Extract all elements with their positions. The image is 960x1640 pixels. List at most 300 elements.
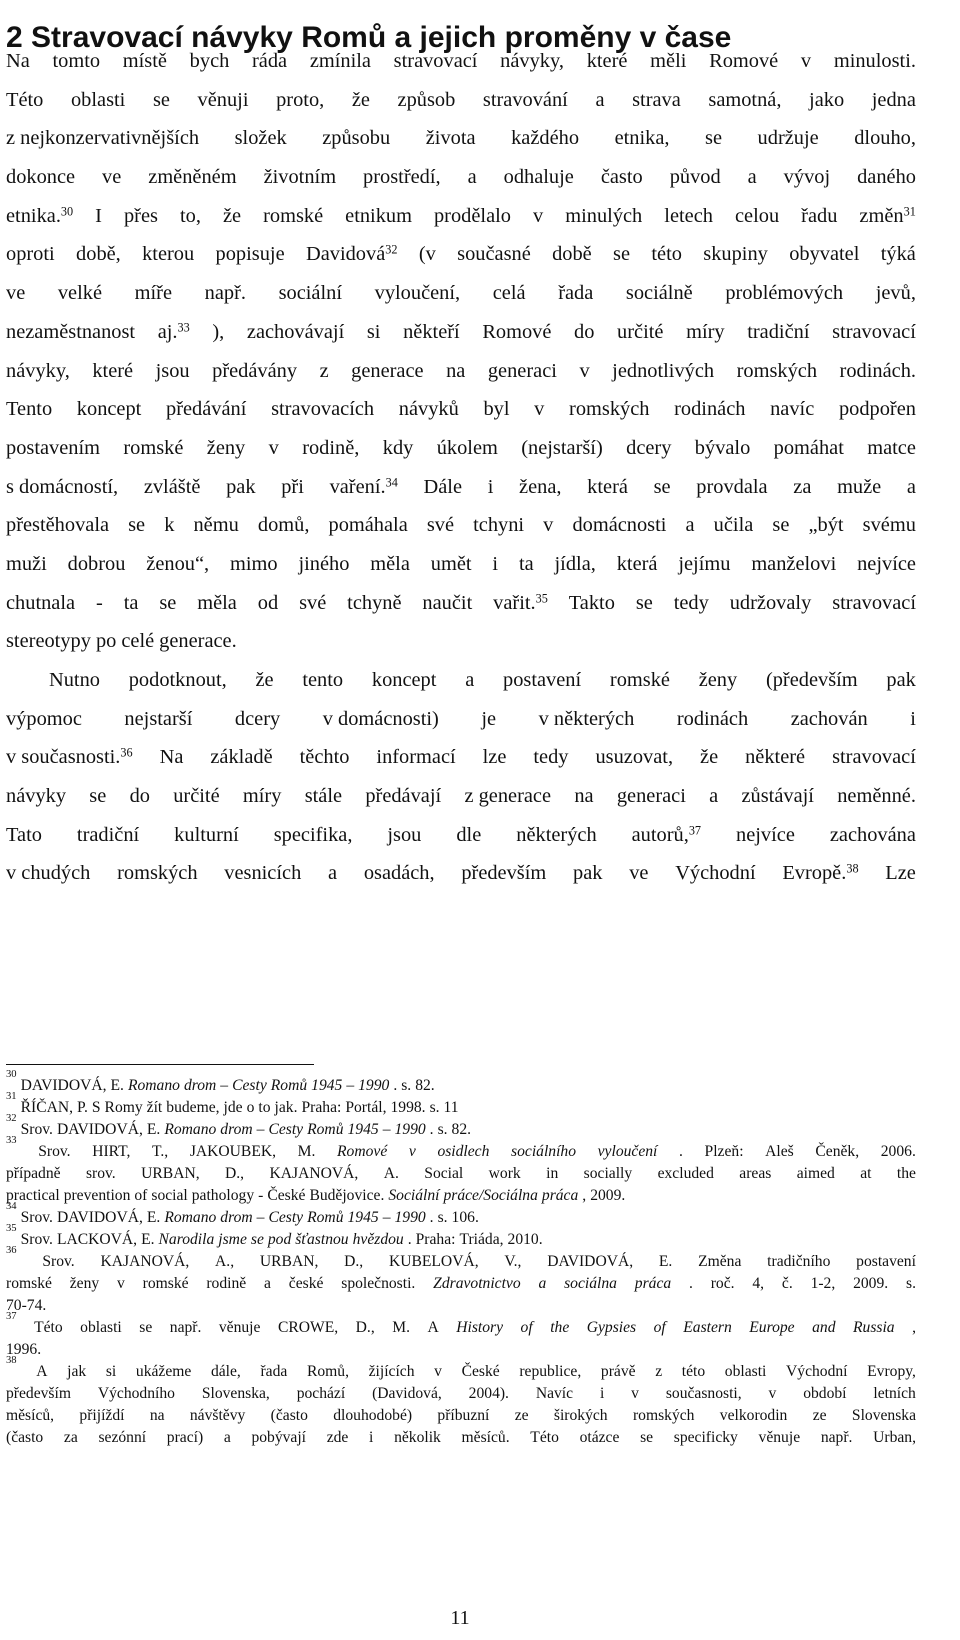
body-word [664,197,713,236]
footnote-word: především [6,1385,71,1402]
body-word [636,584,653,623]
footnote-word: pobývají [251,1429,307,1446]
body-word [121,622,154,661]
body-word [68,545,126,584]
word-text: je [481,707,497,730]
body-word [751,545,836,584]
word-text: dle [456,823,482,846]
word-text: etnika. [6,204,61,227]
word-text: dobrou [67,552,126,575]
body-word [398,81,456,120]
footnote-reference[interactable]: 32 [385,242,398,257]
word-text: tchyně [347,591,402,614]
word-text: dcery [626,436,672,459]
body-word [426,119,476,158]
footnote-word: v [117,1275,125,1292]
body-word [306,235,398,274]
body-word [488,352,557,391]
body-line [6,274,916,313]
footnote-word: návštěvy [189,1407,246,1424]
footnote-word: (Davidová, [372,1385,442,1402]
body-word [422,584,472,623]
body-word [190,42,230,81]
footnote-reference[interactable]: 35 [535,590,548,605]
word-text: stravovací [832,320,916,343]
word-text: řada [558,282,594,305]
word-text: romské [263,204,324,227]
word-text: usuzovat, [595,746,674,769]
body-word [483,738,507,777]
body-word [626,429,671,468]
footnote-line [6,1339,916,1361]
footnote-reference[interactable]: 31 [903,204,916,219]
body-line [6,313,916,352]
footnote-word: zde [326,1429,349,1446]
body-word [709,777,718,816]
body-word [387,816,421,855]
word-text: aj. [157,320,178,343]
body-line [6,816,916,855]
word-text: ), [212,320,225,343]
footnote-word: Východní [786,1363,848,1380]
body-word [565,197,642,236]
body-word [376,738,455,777]
word-text: zachována [829,823,916,846]
body-word [128,506,145,545]
footnote-word: postavení [856,1253,916,1270]
body-word [840,352,916,391]
word-text: způsob [397,88,456,111]
word-text: letech [664,204,713,227]
word-text: etnika, [614,127,670,150]
body-word [95,197,102,236]
word-text: mimo [229,552,278,575]
body-word [837,468,881,507]
body-word [347,584,401,623]
footnote-word: Budějovice. [309,1187,385,1204]
body-word [345,197,412,236]
word-text: - [95,591,103,614]
footnote-word: Eastern [683,1319,732,1336]
body-word [367,313,381,352]
footnote-word: Plzeň: [704,1143,744,1160]
word-text: měli [650,50,687,72]
word-text: Romové [482,320,552,343]
body-word [274,816,353,855]
footnote-word: Slovenska [851,1407,916,1424]
word-text: rodině, [302,436,360,459]
body-word [492,545,498,584]
footnote-word: romských [632,1407,695,1424]
footnote-word: romské [142,1275,189,1292]
footnote-word: ženy [69,1275,100,1292]
footnote-word: work [488,1165,521,1182]
footnote-reference[interactable]: 33 [177,320,190,335]
body-word [6,584,75,623]
footnote-word: velkorodin [719,1407,788,1424]
word-text: Evropě. [782,862,847,885]
body-line [6,622,916,661]
footnote-word: – [346,1077,355,1094]
footnote-reference[interactable]: 36 [120,745,133,760]
footnote-word: Aleš [765,1143,794,1160]
body-word [6,197,73,236]
footnote-word: HIRT, [92,1143,131,1160]
body-word [654,468,671,507]
footnote-word: 11 [443,1099,459,1116]
body-word [305,777,342,816]
body-word [809,81,844,120]
word-text: přes [123,204,158,227]
footnote-word: rodině [206,1275,247,1292]
footnote-word: the [550,1319,570,1336]
body-word [714,506,754,545]
footnote-word: E. [658,1253,673,1270]
word-text: sociálně [625,282,693,305]
word-text: původ [669,166,721,189]
footnote-word: E. [141,1231,155,1248]
footnote-word: v [408,1143,416,1160]
word-text: že [255,669,274,691]
footnote-word: v [631,1385,639,1402]
footnote-word: období [803,1385,847,1402]
word-text: stravování [482,88,568,111]
body-word [159,622,237,661]
word-text: generace [351,359,424,382]
word-text: zachovávají [246,320,345,343]
body-word [6,352,70,391]
word-text: Lze [885,862,916,885]
word-text: do [574,320,595,343]
footnote-word: Gypsies [586,1319,637,1336]
word-text: pak [226,475,256,498]
body-line [6,738,916,777]
footnote-word: – [256,1121,265,1138]
word-text: skupiny [703,243,768,266]
footnote-number: 34 [6,1201,17,1212]
word-text: stále [304,785,343,808]
body-word [77,390,142,429]
body-word [144,468,201,507]
footnote-word: dále, [210,1363,241,1380]
word-text: době [552,243,592,266]
footnote-reference[interactable]: 34 [385,474,398,489]
body-word [323,700,439,739]
footnote-word: otázce [579,1429,620,1446]
footnote-word: practical [6,1187,60,1204]
footnote-word: S [91,1099,101,1116]
word-text: popisuje [215,243,285,266]
word-text: předávání [166,398,247,421]
body-line [6,584,916,623]
word-text: tento [302,669,344,691]
word-text: generace. [159,630,237,653]
word-text: (nejstarší) [521,436,603,459]
footnote-word: KUBELOVÁ, [388,1253,479,1270]
footnote-line [6,1163,916,1185]
footnote-word: prevention [63,1187,131,1204]
word-text: velké [57,282,103,305]
body-word [670,158,721,197]
footnote-line [6,1185,916,1207]
footnote-word: – [382,1209,391,1226]
word-text: navíc [770,398,815,421]
body-word [6,390,52,429]
word-text: bývalo [694,436,751,459]
word-text: své [426,514,455,537]
word-text: (především [765,669,858,691]
body-word [255,661,273,700]
body-word [558,274,593,313]
word-text: koncept [371,669,437,691]
word-text: Tato [6,823,42,846]
body-word [543,506,553,545]
word-text: minulosti. [833,50,916,72]
word-text: dcery [234,707,281,730]
body-word [500,42,564,81]
footnote-word: s. [437,1209,448,1226]
body-word [6,622,91,661]
word-text: oproti [6,243,55,266]
footnote-word: – [256,1209,265,1226]
footnote-word: a [264,1275,271,1292]
body-text [6,42,916,893]
body-word [212,352,297,391]
word-text: dokonce [6,166,76,189]
footnote-word: Praha: [301,1099,342,1116]
body-word [258,506,310,545]
word-text: „být [808,514,844,537]
body-word [907,468,916,507]
body-line [6,854,916,893]
word-text: vývoj [783,166,831,189]
body-word [696,468,767,507]
footnote-word: Cesty [268,1121,304,1138]
body-word [705,119,722,158]
footnote-word: KAJANOVÁ, [100,1253,190,1270]
footnote-word: s. [906,1275,916,1292]
word-text: si [366,320,381,343]
body-word [6,545,47,584]
footnote-word: Romů [307,1121,344,1138]
body-word [224,854,301,893]
body-line [6,42,916,81]
word-text: bych [189,50,230,72]
body-word [96,584,103,623]
word-text: určité [617,320,664,343]
footnote-word: Praha: [415,1231,456,1248]
body-word [419,235,436,274]
footnote-word: Romano [164,1209,217,1226]
body-word [709,42,778,81]
footnote-word: několik [394,1429,441,1446]
footnote-reference[interactable]: 37 [688,823,702,838]
word-text: jedna [871,88,916,111]
body-word [328,854,337,893]
word-text: každého [511,127,580,150]
body-word [174,816,239,855]
word-text: na [574,785,594,808]
body-word [859,197,915,236]
footnote-word: D., [344,1253,364,1270]
word-text: zvláště [143,475,201,498]
word-text: některé [745,746,806,769]
word-text: Dále [423,475,463,498]
footnote-line [6,1273,916,1295]
body-word [269,429,279,468]
word-text: že [351,88,370,111]
footnote-word: se [640,1429,654,1446]
body-word [872,81,916,120]
word-text: a [709,785,719,808]
body-word [180,197,201,236]
body-word [142,235,194,274]
body-word [6,468,118,507]
body-line [6,352,916,391]
footnote-word: o [246,1099,255,1116]
body-word [615,119,670,158]
footnote-number: 35 [6,1223,17,1234]
word-text: ženou“, [146,552,210,575]
word-text: pomáhala [328,514,408,537]
body-word [876,274,916,313]
footnote-word: i [369,1429,374,1446]
word-text: I [95,204,102,227]
word-text: změněném [148,166,237,189]
word-text: pak [886,669,916,691]
footnote-word: Urban, [873,1429,916,1446]
body-word [320,352,329,391]
footnote-word: Zdravotnictvo [433,1275,521,1292]
word-text: Nutno [49,669,100,691]
word-text: kterou [142,243,195,266]
word-text: měla [197,591,237,614]
footnote-word: žít [146,1099,163,1116]
word-text: jiného [298,552,350,575]
footnote-line [6,1245,916,1273]
body-word [279,274,342,313]
footnote-reference[interactable]: 38 [846,861,859,876]
word-text: základě [210,746,273,769]
footnote-word: URBAN, [141,1165,200,1182]
footnote-word: excluded [657,1165,714,1182]
body-word [173,777,219,816]
footnote-word: 82. [415,1077,435,1094]
body-word [572,506,666,545]
body-word [493,274,526,313]
footnote-number: 36 [6,1245,17,1256]
footnote-number: 33 [6,1135,17,1146]
body-word [473,506,524,545]
word-text: generaci [487,359,557,382]
footnote-word: aimed [796,1165,835,1182]
footnote-word: (často [6,1429,44,1446]
word-text: specifika, [273,823,353,846]
body-word [223,197,241,236]
word-text: týká [880,243,916,266]
word-text: vyloučení, [374,282,461,305]
word-text: a [685,514,695,537]
body-word [863,506,916,545]
word-text: v [533,204,544,227]
footnote-word: 2010. [507,1231,543,1248]
chapter-heading: 2 Stravovací návyky Romů a jejich proměny v čase [6,21,732,55]
body-word [243,777,282,816]
body-word [483,81,568,120]
body-word [160,738,184,777]
footnote-line [6,1069,916,1097]
word-text: od [257,591,279,614]
footnote-word: Evropy, [867,1363,916,1380]
footnote-word: 2009. [853,1275,889,1292]
body-word [832,738,916,777]
footnote-word: Narodila [158,1231,215,1248]
word-text: vesnicích [224,862,302,885]
footnote-word: sezónní [98,1429,147,1446]
footnote-word: DAVIDOVÁ, [547,1253,634,1270]
body-word [885,854,916,893]
footnote-word: Triáda, [459,1231,504,1248]
word-text: způsobu [322,127,391,150]
body-word [247,313,344,352]
body-word [299,584,326,623]
footnote-word: Této [530,1429,559,1446]
word-text: jsou [387,823,422,846]
word-text: sociální [278,282,343,305]
word-text: provdala [696,475,768,498]
body-word [730,584,812,623]
body-word [774,429,844,468]
footnote-word: A [36,1363,48,1380]
footnote-word: and [812,1319,836,1336]
footnote-reference[interactable]: 30 [60,204,74,219]
body-word [102,158,121,197]
body-line [6,545,916,584]
word-text: nejvíce [857,552,916,575]
footnote-word: Romů [307,1209,344,1226]
word-text: zůstávají [741,785,814,808]
word-text: Romové [709,50,779,72]
word-text: a [467,166,477,189]
word-text: době, [76,243,121,266]
footnote-word: specificky [673,1429,738,1446]
body-word [675,854,755,893]
word-text: s domácností, [6,475,119,498]
word-text: proto, [276,88,325,111]
word-text: celou [734,204,780,227]
body-word [235,119,287,158]
body-word [156,352,190,391]
footnote-word: E. [146,1209,161,1226]
body-word [482,313,551,352]
word-text: která [587,475,628,498]
body-word [801,42,811,81]
body-word [534,390,544,429]
word-text: osadách, [363,862,435,885]
body-word [92,352,133,391]
word-text: nezaměstnanost [6,320,136,343]
word-text: se [772,514,790,537]
body-word [857,545,916,584]
footnote-word: měsíců, [6,1407,55,1424]
word-text: minulých [565,204,643,227]
word-text: výpomoc [6,707,82,730]
body-word [629,854,648,893]
footnote-word: se [250,1231,264,1248]
word-text: z [319,359,329,382]
body-word [372,661,437,700]
body-word [601,158,643,197]
